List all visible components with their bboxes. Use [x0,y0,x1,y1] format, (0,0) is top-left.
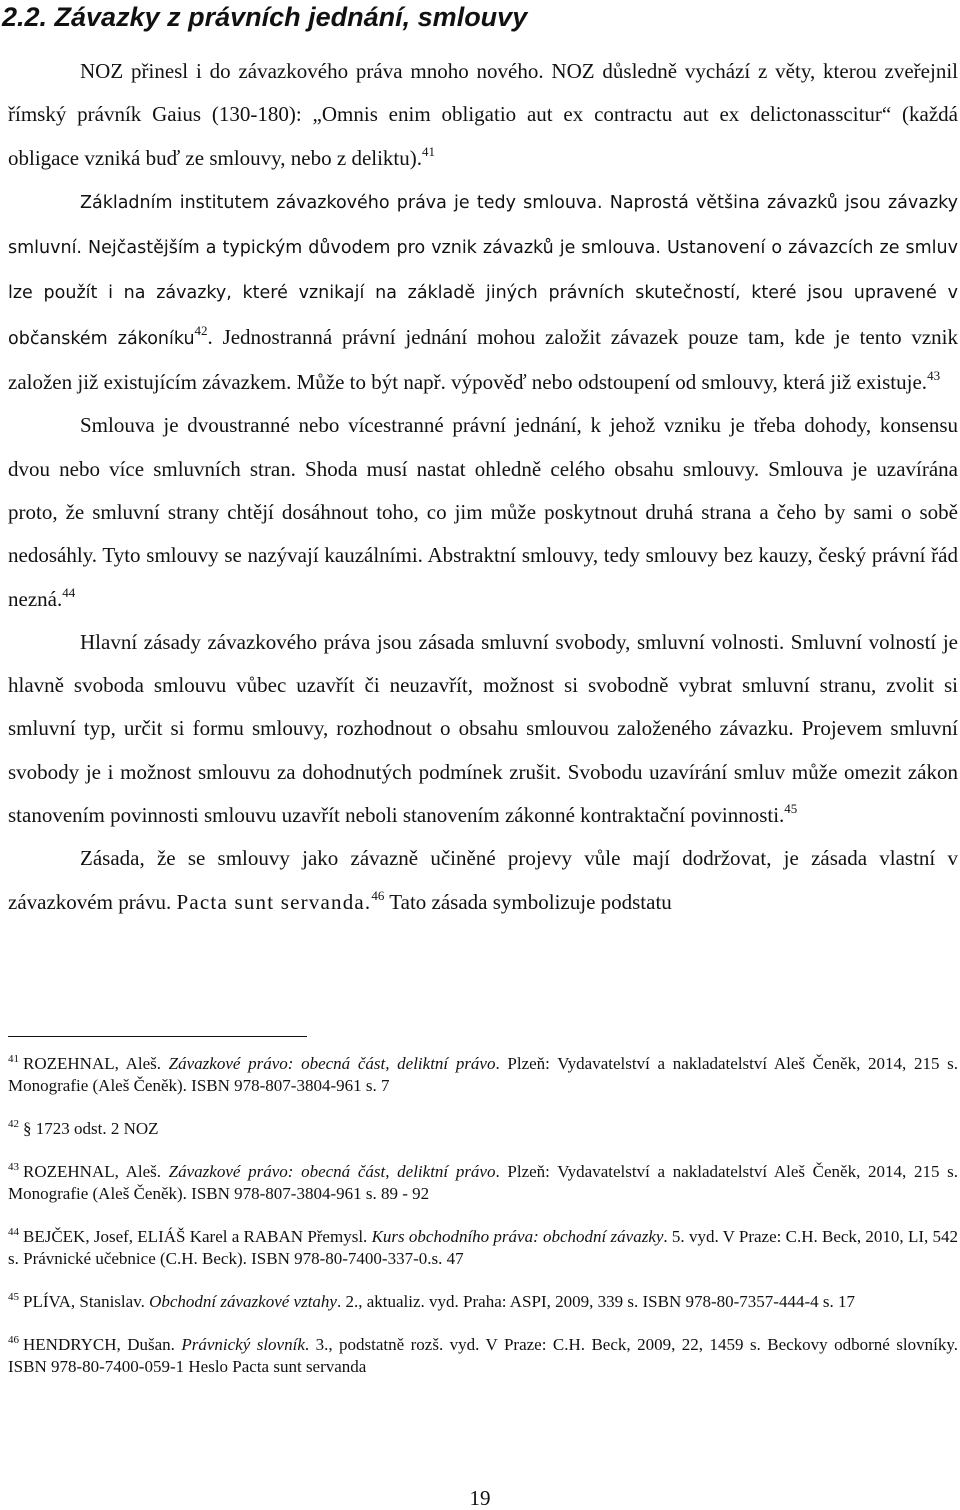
footnote-author: BEJČEK, Josef, ELIÁŠ Karel a RABAN Přemysl. [23,1227,372,1246]
latin-phrase: Pacta sunt servanda. [176,889,372,914]
paragraph-4 [8,621,958,837]
footnote-rest: . Plzeň: Vydavatelství a nakladatelství Aleš Čeněk, 2014, 215 s. Monografie (Aleš Čeněk). ISBN 978-807-3804-961 s. 7 [8,1054,958,1095]
paragraph-2-text: . Jednostranná právní jednání mohou založit závazek pouze tam, kde je tento vznik založen již existujícím závazkem. Může to být např. výpověď nebo odstoupení od smlouvy, která již existuje. [8,324,958,395]
footnote-title: Závazkové právo: obecná část, deliktní právo [168,1162,496,1181]
footnote-title: Obchodní závazkové vztahy [149,1292,337,1311]
footnote-42 [8,1118,958,1140]
paragraph-3 [8,404,958,620]
paragraph-2 [8,180,958,404]
footnote-44 [8,1226,958,1270]
footnote-title: Kurs obchodního práva: obchodní závazky [371,1227,664,1246]
footnote-number: 41 [8,1053,19,1065]
footnotes [8,1053,958,1399]
footnote-ref[interactable]: 41 [422,143,436,159]
page-number: 19 [469,1486,491,1510]
paragraph-3-text: Smlouva je dvoustranné nebo vícestranné právní jednání, k jehož vzniku je třeba dohody, konsensu dvou nebo více smluvních stran. Shoda musí nastat ohledně celého obsahu smlouvy. Smlouva je uzavírána proto, že smluvní strany chtějí dosáhnout toho, co jim může poskytnout druhá strana a čeho by sami o sobě nedosáhly. Tyto smlouvy se nazývají kauzálními. Abstraktní smlouvy, tedy smlouvy bez kauzy, český právní řád nezná. [8,413,958,611]
footnote-46 [8,1334,958,1378]
paragraph-4-text: Hlavní zásady závazkového práva jsou zásada smluvní svobody, smluvní volnosti. Smluvní volností je hlavně svoboda smlouvu vůbec uzavřít či neuzavřít, možnost si svobodně vybrat smluvní stranu, zvolit si smluvní typ, určit si formu smlouvy, rozhodnout o obsahu smlouvou založeného závazku. Projevem smluvní svobody je i možnost smlouvu za dohodnutých podmínek zrušit. Svobodu uzavírání smluv může omezit zákon stanovením povinnosti smlouvu uzavřít neboli stanovením zákonné kontraktační povinnosti. [8,629,958,828]
footnote-number: 44 [8,1226,19,1238]
footnote-ref[interactable]: 46 [371,887,385,903]
footnote-ref[interactable]: 43 [927,368,941,384]
footnote-ref[interactable]: 42 [194,322,208,338]
paragraph-1 [8,50,958,180]
footnote-number: 45 [8,1291,19,1303]
footnote-number: 43 [8,1161,19,1173]
footnote-title: Právnický slovník [181,1335,305,1354]
paragraph-1-text: NOZ přinesl i do závazkového práva mnoho nového. NOZ důsledně vychází z věty, kterou zveřejnil římský právník Gaius (130-180): „Omnis enim obligatio aut ex contractu aut ex delictonasscitur“ (každá obligace vzniká buď ze smlouvy, nebo z deliktu). [8,59,958,170]
footnote-ref[interactable]: 44 [62,584,76,600]
footnote-title: Závazkové právo: obecná část, deliktní právo [168,1054,496,1073]
section-heading: 2.2. Závazky z právních jednání, smlouvy [2,2,528,32]
paragraph-5 [8,837,958,924]
paragraph-5-text: Zásada, že se smlouvy jako závazně učiněné projevy vůle mají dodržovat, je zásada vlastní v závazkovém právu. [8,846,958,914]
footnote-45 [8,1291,958,1313]
footnote-41 [8,1053,958,1097]
body-text [8,50,958,924]
footnote-author: ROZEHNAL, Aleš. [23,1162,169,1181]
footnote-rest: § 1723 odst. 2 NOZ [23,1119,159,1138]
footnote-43 [8,1161,958,1205]
footnote-rest: . 5. vyd. V Praze: C.H. Beck, 2010, LI, 542 s. Právnické učebnice (C.H. Beck). ISBN 978-80-7400-337-0.s. 47 [8,1227,959,1268]
paragraph-2-text-sans: Základním institutem závazkového práva je tedy smlouva. Naprostá většina závazků jsou závazky smluvní. Nejčastějším a typickým důvodem pro vznik závazků je smlouva. Ustanovení o závazcích ze smluv lze použít i na závazky, které vznikají na základě jiných právních skutečností, které jsou upravené v občanském zákoníku [8,192,958,349]
footnote-number: 46 [8,1334,19,1346]
footnote-ref[interactable]: 45 [784,801,798,817]
footnote-rest: . 2., aktualiz. vyd. Praha: ASPI, 2009, 339 s. ISBN 978-80-7357-444-4 s. 17 [336,1292,855,1311]
footnote-number: 42 [8,1118,19,1130]
footnote-separator [8,1036,307,1037]
footnote-author: HENDRYCH, Dušan. [23,1335,182,1354]
footnote-rest: . 3., podstatně rozš. vyd. V Praze: C.H. Beck, 2009, 22, 1459 s. Beckovy odborné slovníky. ISBN 978-80-7400-059-1 Heslo Pacta sunt servanda [8,1335,959,1376]
paragraph-5-tail: Tato zásada symbolizuje podstatu [384,889,672,914]
footnote-author: ROZEHNAL, Aleš. [23,1054,169,1073]
footnote-author: PLÍVA, Stanislav. [23,1292,150,1311]
footnote-rest: . Plzeň: Vydavatelství a nakladatelství Aleš Čeněk, 2014, 215 s. Monografie (Aleš Čeněk). ISBN 978-807-3804-961 s. 89 - 92 [8,1162,958,1203]
